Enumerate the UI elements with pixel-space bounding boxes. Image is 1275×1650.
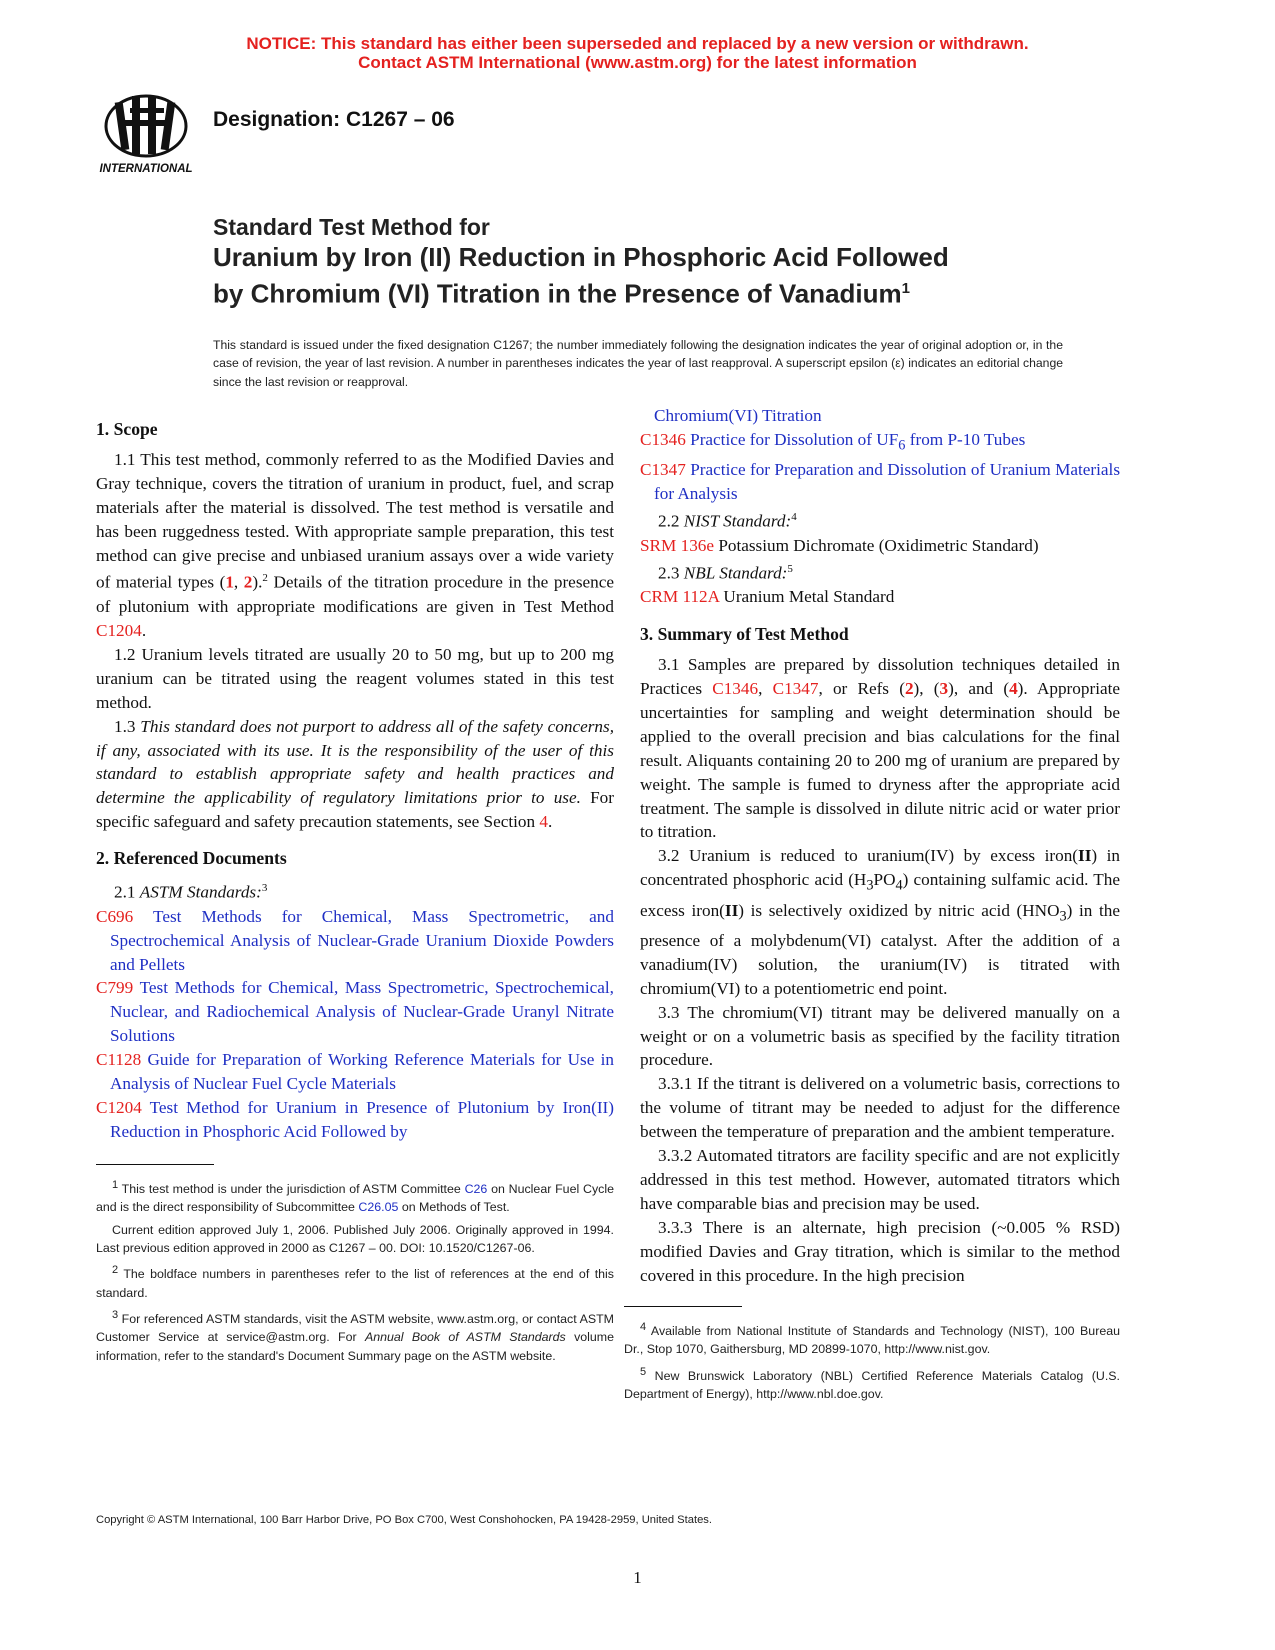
fn2-mark: 2 [112, 1264, 119, 1277]
fn1-text-2: on Nuclear Fuel Cycle and is the direct responsibility of Subcommittee [96, 1182, 614, 1215]
ref-code[interactable]: C1347 [640, 460, 686, 480]
footnote-5 [624, 1363, 1120, 1404]
designation: Designation: C1267 – 06 [213, 108, 455, 131]
astm-logo [96, 88, 200, 180]
fn1-text: This test method is under the jurisdiction of ASTM Committee [118, 1182, 465, 1197]
ref-item[interactable] [96, 1048, 614, 1096]
summary-3-2-text: PO [873, 870, 896, 890]
summary-3-2-text: ) is selectively oxidized by nitric acid (HNO [738, 900, 1060, 920]
separator: ), and ( [948, 678, 1010, 698]
astm-num: 2.1 [114, 882, 140, 902]
scope-1-1-text: 1.1 This test method, commonly referred to as the Modified Davies and Gray technique, covers the titration of uranium in product, fuel, and scrap materials after the material is dissolved. The test method is versatile and has been ruggedness tested. With appropriate sample preparation, this test method can give precise and unbiased uranium assays over a wide variety of material types ( [96, 449, 614, 593]
fn2-text: The boldface numbers in parentheses refer to the list of references at the end of this standard. [96, 1267, 614, 1300]
scope-1-3-italic: This standard does not purport to address all of the safety concerns, if any, associated with its use. It is the responsibility of the user of this standard to establish appropriate safety and health practices and determine the applicability of regulatory limitations prior to use. [96, 716, 615, 808]
separator: ), ( [913, 678, 940, 698]
footnote-mark-2: 2 [262, 572, 268, 585]
scope-1-3-end: . [547, 812, 553, 832]
ref-link-3[interactable]: 3 [939, 678, 949, 698]
ref-link-2[interactable]: 2 [243, 573, 253, 593]
scope-1-1 [96, 448, 614, 643]
scope-1-3-text: For specific safeguard and safety precaution statements, see Section [96, 788, 614, 832]
nist-label: NIST Standard: [683, 511, 792, 531]
nist-standard-label [658, 506, 1120, 534]
nbl-label: NBL Standard: [683, 563, 788, 583]
ref-title-part[interactable]: Practice for Dissolution of UF [690, 429, 899, 449]
document-title [213, 212, 1113, 310]
ref-code[interactable]: C696 [96, 906, 134, 926]
summary-3-2 [640, 844, 1120, 1000]
footnote-rule-right [624, 1306, 742, 1307]
ref-item-c1347[interactable] [640, 458, 1120, 506]
referenced-heading: 2. Referenced Documents [96, 848, 287, 869]
summary-3-1-text: 3.1 Samples are prepared by dissolution techniques detailed in Practices [640, 655, 1120, 698]
footnotes-right [624, 1318, 1120, 1407]
roman-ii: II [724, 900, 739, 920]
link-c1204[interactable]: C1204 [96, 620, 142, 640]
summary-heading: 3. Summary of Test Method [640, 624, 849, 645]
footnote-mark-5: 5 [787, 562, 793, 575]
footnote-mark-3: 3 [261, 882, 268, 895]
summary-3-3-3: 3.3.3 There is an alternate, high precision (~0.005 % RSD) modified Davies and Gray titration, which is similar to the method covered in this procedure. In the high precision [640, 1217, 1120, 1285]
issue-note: This standard is issued under the fixed designation C1267; the number immediately following the designation indicates the year of original adoption or, in the case of revision, the year of last revision. A number in parentheses indicates the year of last reapproval. A superscript epsilon (ε) indicates an editorial change since the last revision or reapproval. [213, 338, 1063, 389]
summary-3-2-text: ) containing sulfamic acid. The excess iron( [640, 870, 1120, 920]
ref-title-continued[interactable]: Chromium(VI) Titration [654, 406, 822, 425]
astm-standards-label [114, 877, 614, 905]
ref-code[interactable]: C1128 [96, 1050, 142, 1070]
scope-1-3-num: 1.3 [114, 716, 141, 736]
title-line-3 [213, 273, 1113, 310]
nbl-standard-label [658, 558, 1120, 586]
fn3-text-2: volume information, refer to the standard's Document Summary page on the ASTM website. [96, 1330, 615, 1363]
summary-3-3-1: 3.3.1 If the titrant is delivered on a volumetric basis, corrections to the volume of titrant may be needed to adjust for the difference between the temperature of preparation and the ambient temperature. [640, 1074, 1120, 1142]
link-c26-05[interactable]: C26.05 [358, 1200, 399, 1215]
footnote-rule-left [96, 1164, 214, 1165]
fn1-text-3: on Methods of Test. [398, 1200, 510, 1215]
nbl-num: 2.3 [658, 563, 684, 583]
summary-3-1 [640, 653, 1120, 844]
ref-separator: , [233, 573, 244, 593]
scope-1-2: 1.2 Uranium levels titrated are usually 20 to 50 mg, but up to 200 mg uranium can be titrated using the reagent volumes stated in this test method. [96, 644, 614, 712]
ref-code[interactable]: C1204 [96, 1097, 142, 1117]
summary-3-2-text: ) in the presence of a molybdenum(VI) catalyst. After the addition of a vanadium(IV) solution, the uranium(IV) is titrated with chromium(VI) to a potentiometric end point. [640, 900, 1120, 998]
scope-heading: 1. Scope [96, 419, 158, 439]
ref-title: Uranium Metal Standard [719, 587, 895, 607]
fn4-text: Available from National Institute of Standards and Technology (NIST), 100 Bureau Dr., Stop 1070, Gaithersburg, MD 20899-1070, http://www.nist.gov. [624, 1324, 1120, 1357]
ref-item[interactable] [96, 976, 614, 1048]
astm-label: ASTM Standards: [139, 882, 262, 902]
footnote-2 [96, 1261, 614, 1302]
right-column [640, 404, 1120, 1288]
ref-code[interactable]: SRM 136e [640, 535, 715, 555]
footnote-1 [96, 1176, 614, 1217]
ref-title[interactable]: Test Method for Uranium in Presence of Plutonium by Iron(II) Reduction in Phosphoric Acid Followed by [110, 1097, 614, 1141]
ref-item[interactable] [96, 905, 614, 977]
fn3-mark: 3 [112, 1309, 119, 1322]
ref-title[interactable]: Test Methods for Chemical, Mass Spectrometric, and Spectrochemical Analysis of Nuclear-Grade Uranium Dioxide Powders and Pellets [110, 906, 614, 974]
summary-3-2-text: ) in concentrated phosphoric acid (H [640, 846, 1121, 890]
superseded-notice [0, 34, 1275, 72]
notice-line-2: Contact ASTM International (www.astm.org) for the latest information [358, 53, 917, 72]
edition-note: Current edition approved July 1, 2006. Published July 2006. Originally approved in 1994. Last previous edition approved in 2000 as C1267 – 00. DOI: 10.1520/C1267-06. [96, 1222, 614, 1256]
link-c26[interactable]: C26 [464, 1182, 488, 1197]
footnote-3 [96, 1306, 614, 1365]
title-line-1: Standard Test Method for [213, 214, 490, 240]
scope-1-3 [96, 715, 614, 835]
ref-title-sub[interactable]: 6 [898, 437, 906, 454]
separator: , [758, 678, 773, 698]
copyright: Copyright © ASTM International, 100 Barr Harbor Drive, PO Box C700, West Conshohocken, PA 19428-2959, United States. [96, 1514, 712, 1526]
summary-3-2-text: 3.2 Uranium is reduced to uranium(IV) by excess iron( [658, 846, 1079, 866]
subscript: 4 [895, 877, 903, 894]
roman-ii: II [1078, 846, 1092, 866]
summary-3-1-text-3: ). Appropriate uncertainties for sampling and weight determination should be applied to the overall precision and bias calculations for the final result. Aliquants containing 20 to 200 mg of uranium are prepared by weight. The sample is fumed to dryness after the appropriate acid treatment. The sample is dissolved in dilute nitric acid or water prior to titration. [640, 678, 1120, 842]
ref-title[interactable]: Guide for Preparation of Working Reference Materials for Use in Analysis of Nuclear Fuel Cycle Materials [110, 1050, 615, 1094]
ref-item-crm[interactable] [640, 585, 1120, 609]
title-footnote-mark: 1 [901, 280, 910, 297]
ref-title: Potassium Dichromate (Oxidimetric Standard) [714, 535, 1039, 555]
link-c1347[interactable]: C1347 [772, 678, 819, 698]
ref-continued[interactable] [640, 404, 1120, 428]
fn5-text: New Brunswick Laboratory (NBL) Certified Reference Materials Catalog (U.S. Department of Energy), http://www.nbl.doe.gov. [624, 1368, 1120, 1402]
ref-link-1[interactable]: 1 [225, 573, 234, 593]
fn4-mark: 4 [640, 1321, 647, 1333]
logo-text: INTERNATIONAL [99, 163, 193, 175]
summary-3-1-text-2: , or Refs ( [818, 678, 905, 698]
fn1-mark: 1 [112, 1179, 119, 1191]
title-line-2: Uranium by Iron (II) Reduction in Phosphoric Acid Followed [213, 242, 949, 272]
left-column [96, 418, 614, 1144]
ref-item[interactable] [96, 1096, 614, 1144]
ref-link-2[interactable]: 2 [904, 678, 914, 698]
page-number: 1 [633, 1568, 642, 1587]
subscript: 3 [1059, 908, 1067, 924]
footnote-mark-4: 4 [791, 511, 797, 524]
summary-3-3: 3.3 The chromium(VI) titrant may be delivered manually on a weight or on a volumetric basis as specified by the facility titration procedure. [640, 1002, 1120, 1070]
footnote-4 [624, 1318, 1120, 1359]
ref-title[interactable]: Practice for Preparation and Dissolution of Uranium Materials for Analysis [654, 460, 1121, 504]
ref-close: ). [252, 573, 263, 593]
fn5-mark: 5 [640, 1365, 647, 1378]
scope-1-1-text-2: Details of the titration procedure in the presence of plutonium with appropriate modifications are given in Test Method [96, 573, 614, 617]
fn3-text: For referenced ASTM standards, visit the ASTM website, www.astm.org, or contact ASTM Customer Service at service@astm.org. For [96, 1312, 614, 1345]
subscript: 3 [866, 877, 874, 894]
ref-item-srm[interactable] [640, 534, 1120, 558]
astm-logo-mark-icon [96, 88, 200, 180]
footnotes-left [96, 1176, 614, 1369]
notice-line-1: NOTICE: This standard has either been superseded and replaced by a new version or withdrawn. [246, 34, 1029, 53]
fn3-italic: Annual Book of ASTM Standards [364, 1330, 566, 1345]
ref-title-part[interactable]: from P-10 Tubes [905, 429, 1026, 449]
nist-num: 2.2 [658, 511, 684, 531]
summary-3-3-2: 3.3.2 Automated titrators are facility specific and are not explicitly addressed in this test method. However, automated titrators which have comparable bias and precision may be used. [640, 1146, 1120, 1213]
ref-code[interactable]: CRM 112A [640, 587, 720, 607]
ref-link-4[interactable]: 4 [1009, 678, 1018, 698]
ref-title[interactable] [690, 429, 1026, 454]
ref-code[interactable]: C799 [96, 978, 134, 998]
ref-title[interactable]: Test Methods for Chemical, Mass Spectrometric, Spectrochemical, Nuclear, and Radiochemical Analysis of Nuclear-Grade Uranyl Nitrate Solutions [110, 978, 614, 1046]
ref-item-c1346[interactable] [640, 428, 1120, 458]
ref-code[interactable]: C1346 [640, 429, 686, 449]
link-c1346[interactable]: C1346 [712, 678, 759, 698]
scope-1-1-end: . [141, 620, 147, 640]
title-line-3-text: by Chromium (VI) Titration in the Presence of Vanadium [213, 278, 902, 309]
link-section-4[interactable]: 4 [539, 812, 548, 832]
